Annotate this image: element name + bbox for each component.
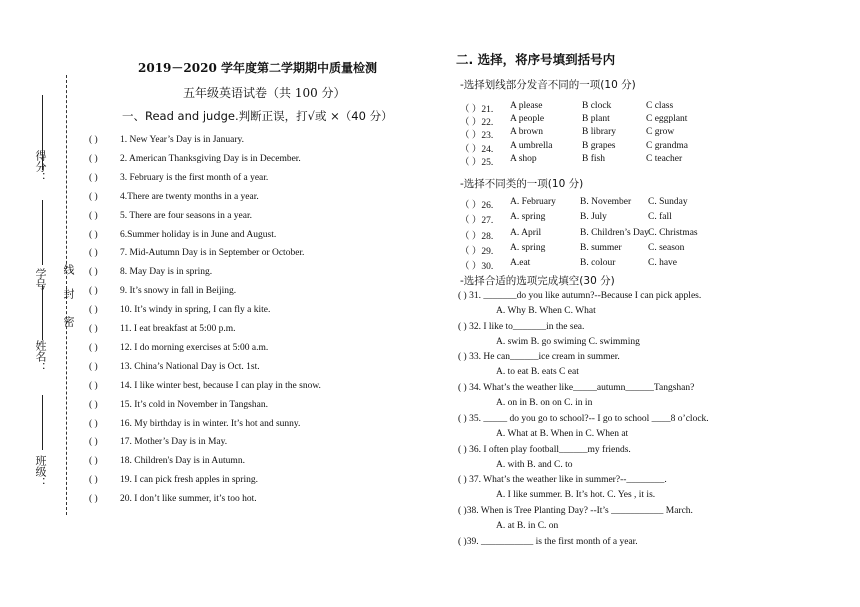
score-label: 得分： bbox=[34, 150, 47, 183]
judge-item: 13. China’s National Day is Oct. 1st. bbox=[120, 361, 260, 372]
seal-mi-text: 密 bbox=[62, 316, 75, 327]
option-b: B fish bbox=[582, 153, 605, 164]
option-a: A please bbox=[510, 101, 543, 111]
judge-answer-paren[interactable]: ( ) bbox=[89, 135, 98, 145]
judge-answer-paren[interactable]: ( ) bbox=[89, 475, 98, 486]
judge-answer-paren[interactable]: ( ) bbox=[89, 248, 98, 259]
seal-seal-text: 封 bbox=[62, 288, 75, 299]
judge-item: 19. I can pick fresh apples in spring. bbox=[120, 475, 258, 486]
judge-item: 4.There are twenty months in a year. bbox=[120, 191, 259, 202]
fill-question[interactable]: ( ) 31. _______do you like autumn?--Because I can pick apples. bbox=[458, 291, 702, 301]
choice-number[interactable]: （ ）27. bbox=[460, 216, 494, 227]
fill-options: A. on in B. on on C. in in bbox=[496, 398, 593, 409]
fill-question[interactable]: ( ) 35. _____ do you go to school?-- I go to school ____8 o’clock. bbox=[458, 413, 709, 424]
judge-item: 14. I like winter best, because I can play in the snow. bbox=[120, 380, 321, 391]
judge-item: 16. My birthday is in winter. It’s hot and sunny. bbox=[120, 418, 301, 429]
judge-item: 11. I eat breakfast at 5:00 p.m. bbox=[120, 324, 236, 334]
judge-item: 12. I do morning exercises at 5:00 a.m. bbox=[120, 342, 269, 353]
choice-number[interactable]: （ ）23. bbox=[460, 131, 494, 142]
judge-answer-paren[interactable]: ( ) bbox=[89, 229, 98, 240]
student-no-label: 学号 bbox=[34, 268, 47, 290]
option-b: B. November bbox=[580, 197, 632, 207]
option-b: B plant bbox=[582, 114, 610, 125]
judge-answer-paren[interactable]: ( ) bbox=[89, 153, 98, 164]
judge-item: 5. There are four seasons in a year. bbox=[120, 210, 252, 221]
choice-number[interactable]: （ ）21. bbox=[460, 105, 494, 115]
judge-item: 8. May Day is in spring. bbox=[120, 267, 213, 278]
judge-answer-paren[interactable]: ( ) bbox=[89, 191, 98, 202]
fill-question[interactable]: ( ) 32. I like to_______in the sea. bbox=[458, 321, 585, 332]
option-b: B clock bbox=[582, 101, 612, 111]
option-c: C. fall bbox=[648, 212, 672, 223]
option-c: C. season bbox=[648, 242, 685, 253]
judge-answer-paren[interactable]: ( ) bbox=[89, 324, 98, 334]
option-a: A. spring bbox=[510, 242, 546, 253]
option-b: B. summer bbox=[580, 242, 622, 253]
judge-item: 3. February is the first month of a year. bbox=[120, 172, 269, 183]
part2-title: 二. 选择，将序号填到括号内 bbox=[456, 52, 616, 67]
judge-item: 10. It’s windy in spring, I can fly a kite. bbox=[120, 305, 271, 316]
fill-question[interactable]: ( ) 33. He can______ice cream in summer. bbox=[458, 352, 620, 363]
judge-answer-paren[interactable]: ( ) bbox=[89, 210, 98, 221]
option-c: C grandma bbox=[646, 140, 688, 151]
judge-answer-paren[interactable]: ( ) bbox=[89, 267, 98, 278]
option-c: C teacher bbox=[646, 153, 683, 164]
judge-item: 18. Children's Day is in Autumn. bbox=[120, 456, 245, 467]
judge-item: 9. It’s snowy in fall in Beijing. bbox=[120, 286, 237, 297]
class-label: 班级： bbox=[34, 455, 47, 488]
option-b: B library bbox=[582, 127, 617, 138]
judge-answer-paren[interactable]: ( ) bbox=[89, 456, 98, 467]
option-b: B. colour bbox=[580, 258, 616, 269]
choice-number[interactable]: （ ）24. bbox=[460, 144, 494, 155]
name-label: 姓名： bbox=[34, 340, 47, 373]
exam-subtitle: 五年级英语试卷（共 100 分） bbox=[183, 86, 346, 100]
option-c: C class bbox=[646, 101, 674, 111]
judge-item: 7. Mid-Autumn Day is in September or October. bbox=[120, 248, 305, 259]
seal-line-text: 线 bbox=[62, 264, 75, 275]
choice-number[interactable]: （ ）25. bbox=[460, 157, 494, 168]
option-a: A umbrella bbox=[510, 140, 553, 151]
fill-options: A. at B. in C. on bbox=[496, 520, 559, 531]
judge-item: 6.Summer holiday is in June and August. bbox=[120, 229, 277, 240]
judge-answer-paren[interactable]: ( ) bbox=[89, 342, 98, 353]
option-c: C eggplant bbox=[646, 114, 688, 125]
option-a: A. April bbox=[510, 227, 542, 238]
student-no-blank bbox=[42, 200, 43, 265]
option-b: B grapes bbox=[582, 140, 616, 151]
option-b: B. July bbox=[580, 212, 607, 223]
fill-question[interactable]: ( )39. ___________ is the first month of a year. bbox=[458, 536, 638, 547]
fill-options: A. What at B. When in C. When at bbox=[496, 428, 629, 439]
choice-number[interactable]: （ ）30. bbox=[460, 262, 494, 273]
option-a: A. spring bbox=[510, 212, 546, 223]
option-b: B. Children’s Day bbox=[580, 227, 649, 238]
judge-answer-paren[interactable]: ( ) bbox=[89, 437, 98, 448]
fill-options: A. swim B. go swiming C. swimming bbox=[496, 336, 640, 347]
section-c-title: -选择合适的选项完成填空(30 分) bbox=[460, 275, 615, 287]
exam-title: 2019－2020 学年度第二学期期中质量检测 bbox=[138, 61, 377, 75]
choice-number[interactable]: （ ）29. bbox=[460, 246, 494, 257]
fill-options: A. to eat B. eats C eat bbox=[496, 367, 579, 378]
class-blank bbox=[42, 395, 43, 450]
judge-answer-paren[interactable]: ( ) bbox=[89, 418, 98, 429]
judge-answer-paren[interactable]: ( ) bbox=[89, 305, 98, 316]
judge-answer-paren[interactable]: ( ) bbox=[89, 172, 98, 183]
section-a-title: -选择划线部分发音不同的一项(10 分) bbox=[460, 79, 636, 91]
judge-answer-paren[interactable]: ( ) bbox=[89, 361, 98, 372]
judge-answer-paren[interactable]: ( ) bbox=[89, 380, 98, 391]
part1-title: 一、Read and judge.判断正误，打√或 ×（40 分） bbox=[122, 109, 393, 123]
fill-question[interactable]: ( ) 37. What’s the weather like in summer?--________. bbox=[458, 475, 667, 486]
judge-answer-paren[interactable]: ( ) bbox=[89, 494, 98, 505]
choice-number[interactable]: （ ）22. bbox=[460, 118, 494, 129]
option-c: C. Christmas bbox=[648, 227, 698, 238]
fill-options: A. with B. and C. to bbox=[496, 459, 573, 470]
fill-question[interactable]: ( ) 36. I often play football______my friends. bbox=[458, 444, 631, 455]
judge-answer-paren[interactable]: ( ) bbox=[89, 286, 98, 297]
option-c: C. have bbox=[648, 258, 678, 269]
fill-options: A. I like summer. B. It’s hot. C. Yes , it is. bbox=[496, 490, 656, 501]
judge-item: 2. American Thanksgiving Day is in December. bbox=[120, 153, 301, 164]
judge-item: 17. Mother’s Day is in May. bbox=[120, 437, 228, 448]
fill-question[interactable]: ( ) 34. What’s the weather like_____autumn______Tangshan? bbox=[458, 383, 695, 394]
option-a: A shop bbox=[510, 153, 537, 164]
option-a: A. February bbox=[510, 197, 556, 207]
judge-answer-paren[interactable]: ( ) bbox=[89, 399, 98, 410]
section-b-title: -选择不同类的一项(10 分) bbox=[460, 178, 584, 190]
fill-options: A. Why B. When C. What bbox=[496, 306, 596, 316]
option-c: C grow bbox=[646, 127, 675, 138]
option-c: C. Sunday bbox=[648, 197, 688, 207]
fill-question[interactable]: ( )38. When is Tree Planting Day? --It’s ___________ March. bbox=[458, 505, 693, 516]
name-blank bbox=[42, 285, 43, 340]
option-a: A brown bbox=[510, 127, 543, 138]
option-a: A.eat bbox=[510, 258, 531, 269]
option-a: A people bbox=[510, 114, 545, 125]
choice-number[interactable]: （ ）28. bbox=[460, 231, 494, 242]
judge-item: 15. It’s cold in November in Tangshan. bbox=[120, 399, 268, 410]
choice-number[interactable]: （ ）26. bbox=[460, 201, 494, 211]
judge-item: 20. I don’t like summer, it’s too hot. bbox=[120, 494, 257, 505]
judge-item: 1. New Year’s Day is in January. bbox=[120, 135, 245, 145]
